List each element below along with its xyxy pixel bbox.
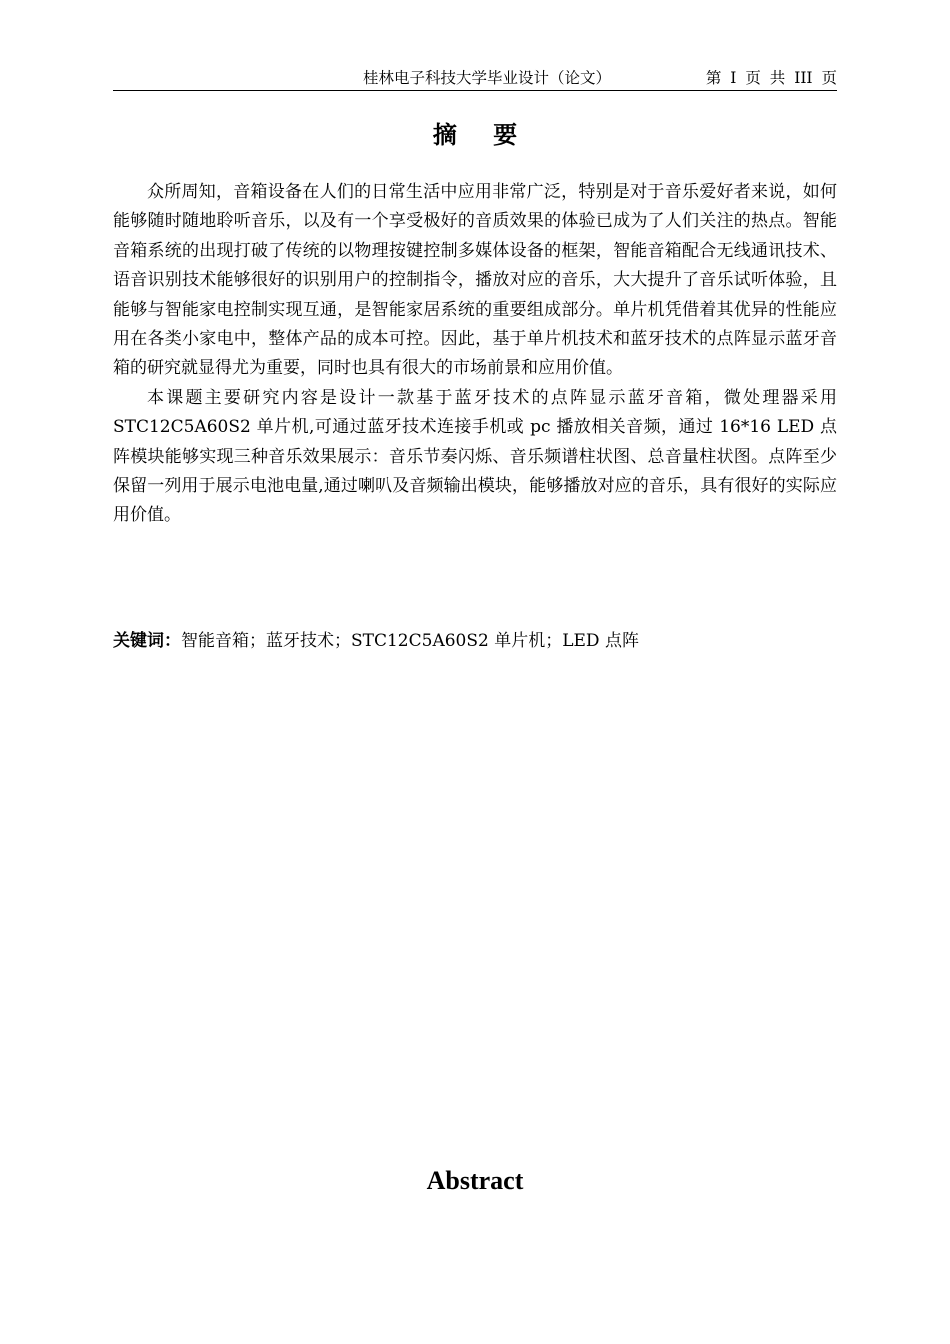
english-abstract-title: Abstract	[426, 1166, 524, 1195]
page-header	[113, 66, 837, 91]
keywords-label: 关键词：	[113, 631, 181, 651]
abstract-paragraph-2: 本课题主要研究内容是设计一款基于蓝牙技术的点阵显示蓝牙音箱，微处理器采用 STC12C5A60S2 单片机,可通过蓝牙技术连接手机或 pc 播放相关音频，通过 16*16 LED 点阵模块能够实现三种音乐效果展示：音乐节奏闪烁、音乐频谱柱状图、总音量柱状图。点阵至少保留一列用于展示电池电量,通过喇叭及音频输出模块，能够播放对应的音乐，具有很好的实际应用价值。	[113, 387, 837, 526]
abstract-paragraph-1: 众所周知，音箱设备在人们的日常生活中应用非常广泛，特别是对于音乐爱好者来说，如何能够随时随地聆听音乐，以及有一个享受极好的音质效果的体验已成为了人们关注的热点。智能音箱系统的出现打破了传统的以物理按键控制多媒体设备的框架，智能音箱配合无线通讯技术、语音识别技术能够很好的识别用户的控制指令，播放对应的音乐，大大提升了音乐试听体验，且能够与智能家电控制实现互通，是智能家居系统的重要组成部分。单片机凭借着其优异的性能应用在各类小家电中，整体产品的成本可控。因此，基于单片机技术和蓝牙技术的点阵显示蓝牙音箱的研究就显得尤为重要，同时也具有很大的市场前景和应用价值。	[113, 182, 837, 379]
header-page-info: 第 I 页 共 III 页	[705, 69, 837, 87]
keywords	[113, 627, 837, 656]
abstract-body	[113, 178, 837, 531]
keywords-value: 智能音箱；蓝牙技术；STC12C5A60S2 单片机；LED 点阵	[181, 631, 639, 651]
header-title: 桂林电子科技大学毕业设计（论文）	[363, 69, 612, 87]
abstract-title: 摘 要	[432, 121, 532, 149]
